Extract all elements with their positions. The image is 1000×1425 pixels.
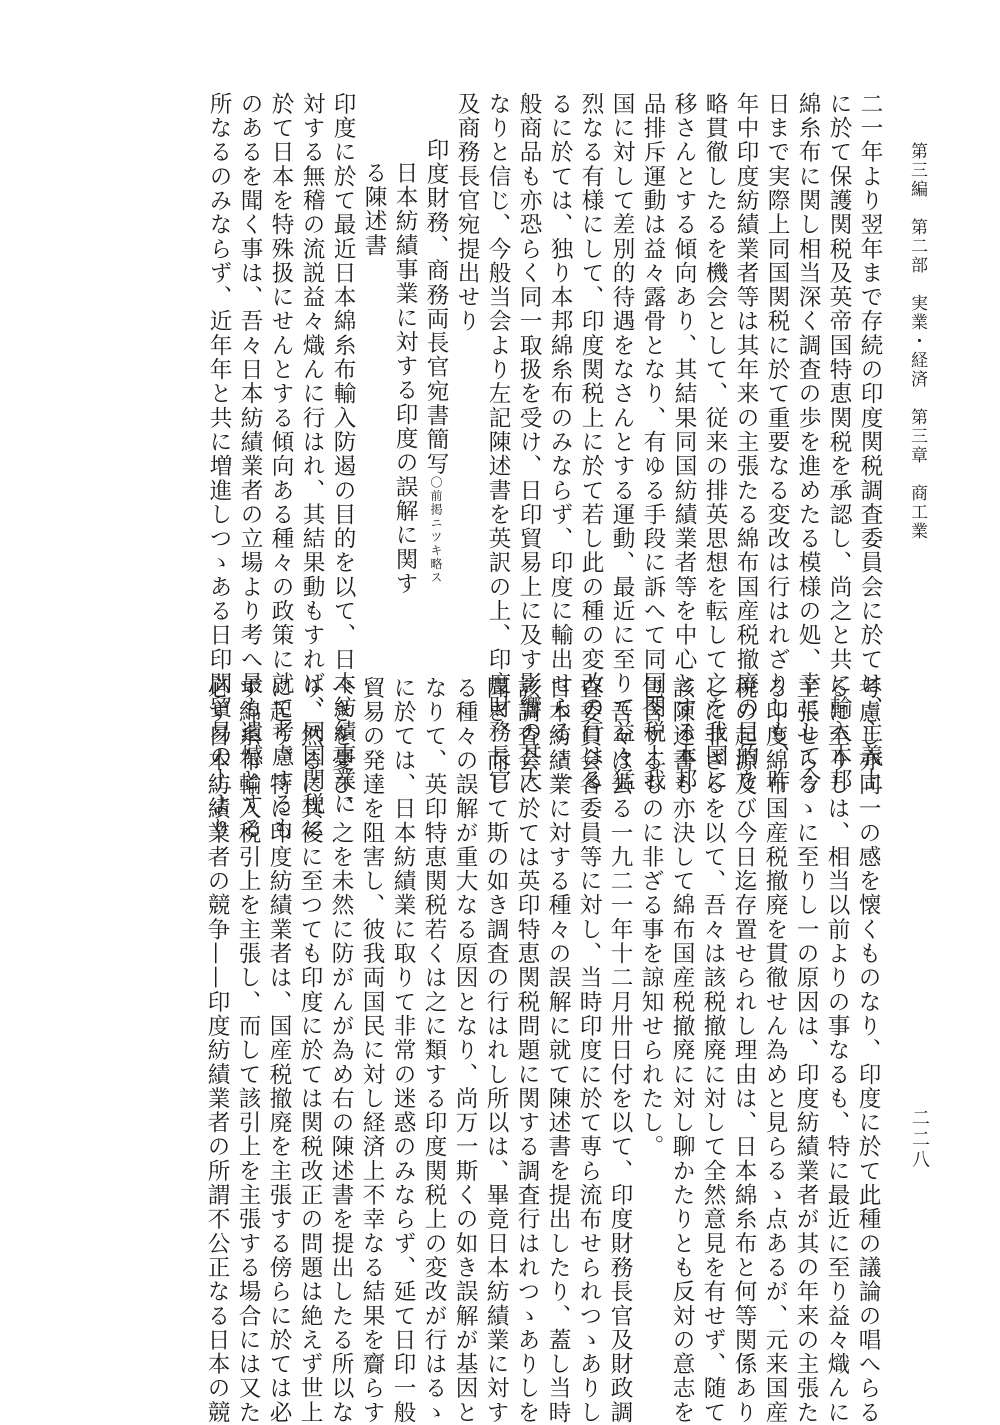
text-column: 綿糸布に関し相当深く調査の歩を進めたる模様の処、幸にして今 (795, 92, 821, 793)
text-column: 税の起源及び今日迄存置せられし理由は、日本綿糸布と何等関係あり (731, 676, 757, 1425)
text-column: る種々の誤解が重大なる原因となり、尚万一斯くの如き誤解が基因と (452, 676, 478, 1425)
text-column: 日本紡績業に対する種々の誤解に就て陳述書を提出したり、蓋し当時 (545, 676, 571, 1425)
text-column: 考慮し亦同一の感を懐くものなり、印度に於て此種の議論の唱へらる (855, 676, 881, 1425)
text-column: なりて、英印特恵関税若くは之に類する印度関税上の変改が行はるゝ (421, 676, 447, 1425)
letter-subject: 日本紡績事業に対する印度の誤解に関す (392, 161, 418, 596)
text-column: に於ては、日本紡績業に取りて非常の迷惑のみならず、延て日印一般 (390, 676, 416, 1425)
text-column: 般商品も亦恐らく同一取扱を受け、日印貿易上に及す影響の甚大 (516, 92, 542, 793)
text-column: り、然るに其後に至つても印度に於ては関税改正の問題は絶えず世上 (297, 676, 323, 1425)
text-column: 於て日本を特殊扱にせんとする傾向ある種々の政策に就て考慮するも (268, 92, 294, 841)
text-column: 対する無稽の流説益々熾んに行はれ、其結果動もすれば、同国関税に (299, 92, 325, 841)
text-column: るに至りしは、相当以前よりの事なるも、特に最近に至り益々熾んに (824, 676, 850, 1425)
text-column: 略貫徹したるを機会として、従来の排英思想を転して之を我国に (702, 92, 728, 793)
text-column: 査委員会各委員等に対し、当時印度に於て専ら流布せられつゝありし (576, 676, 602, 1425)
text-column: 該調査会に於ては英印特恵関税問題に関する調査行はれつゝありしを (514, 676, 540, 1425)
text-column: べきを憂ひ、之を未然に防がんが為め右の陳述書を提出したる所以な (328, 676, 354, 1425)
text-column: るに於ては、独り本邦綿糸布のみならず、印度に輸出せらるゝ一 (547, 92, 573, 793)
text-column: しに非ざるを以て、吾々は該税撤廃に対して全然意見を有せず、随て (700, 676, 726, 1425)
text-column: 品排斥運動は益々露骨となり、有ゆる手段に訴へて同国関税上我 (640, 92, 666, 793)
text-column: に於て保護関税及英帝国特恵関税を承認し、尚之と共に輸入本邦 (826, 92, 852, 793)
text-column: 聞き、而して斯の如き調査の行はれし所以は、畢竟日本紡績業に対す (483, 676, 509, 1425)
text-column: 二一年より翌年まで存続の印度関税調査委員会に於ては、主義上 (857, 92, 883, 793)
page-number: 二二八 (909, 1108, 930, 1171)
text-column: 国に対して差別的待遇をなさんとする運動、最近に至りて益々猛 (609, 92, 635, 793)
text-column: 必ず日本紡績業者の競争——印度紡績業者の所謂不公正なる日本の競 (204, 676, 230, 1425)
text-column: 移さんとする傾向あり、其結果同国紡績業者等を中心とする本邦 (671, 92, 697, 793)
text-column: 該陳述書も亦決して綿布国産税撤廃に対し聊かたりとも反対の意志を (669, 676, 695, 1425)
text-column: る印度綿布国産税撤廃を貫徹せん為めと見らるゝ点あるが、元来国産 (762, 676, 788, 1425)
text-column: ず綿糸布輸入税引上を主張し、而して該引上を主張する場合には又た (235, 676, 261, 1425)
text-column: なりと信じ、今般当会より左記陳述書を英訳の上、印度財務長官 (485, 92, 511, 793)
text-column: 貿易の発達を阻害し、彼我両国民に対し経済上不幸なる結果を齎らす (359, 676, 385, 1425)
letter-subject-cont: る陳述書 (361, 161, 387, 258)
running-header: 第三編 第二部 実業・経済 第三章 商工業 (907, 142, 927, 541)
text-column: 所なるのみならず、近年年と共に増進しつゝある日印間貿易の上より (206, 92, 232, 841)
text-column: 烈なる有様にして、印度関税上に於て若し此の種の変改の行はる (578, 92, 604, 793)
text-column: 包含するものに非ざる事を諒知せられたし。 (638, 676, 664, 1159)
text-column: 吾々は去る一九二一年十二月卅日付を以て、印度財務長官及財政調 (607, 676, 633, 1425)
text-column: 日まで実際上同国関税に於て重要なる変改は行はれざりしも、昨 (764, 92, 790, 793)
text-column: 及商務長官宛提出せり (454, 92, 480, 334)
text-column: に起り、特に印度紡績業者は、国産税撤廃を主張する傍らに於ては必 (266, 676, 292, 1425)
text-column: のあるを聞く事は、吾々日本紡績業者の立場より考へ最も遺憾とする (237, 92, 263, 841)
letter-title: 印度財務、商務両長官宛書簡写〇前掲ニツキ略ス (423, 138, 449, 585)
text-column: 年中印度紡績業者等は其年来の主張たる綿布国産税撤廃の目的を (733, 92, 759, 793)
text-column: 印度に於て最近日本綿糸布輸入防遏の目的を以て、日本紡績事業に (330, 92, 356, 817)
inline-note: 〇前掲ニツキ略ス (429, 476, 443, 585)
text-column: 主張せらるゝに至りし一の原因は、印度紡績業者が其の年来の主張た (793, 676, 819, 1425)
